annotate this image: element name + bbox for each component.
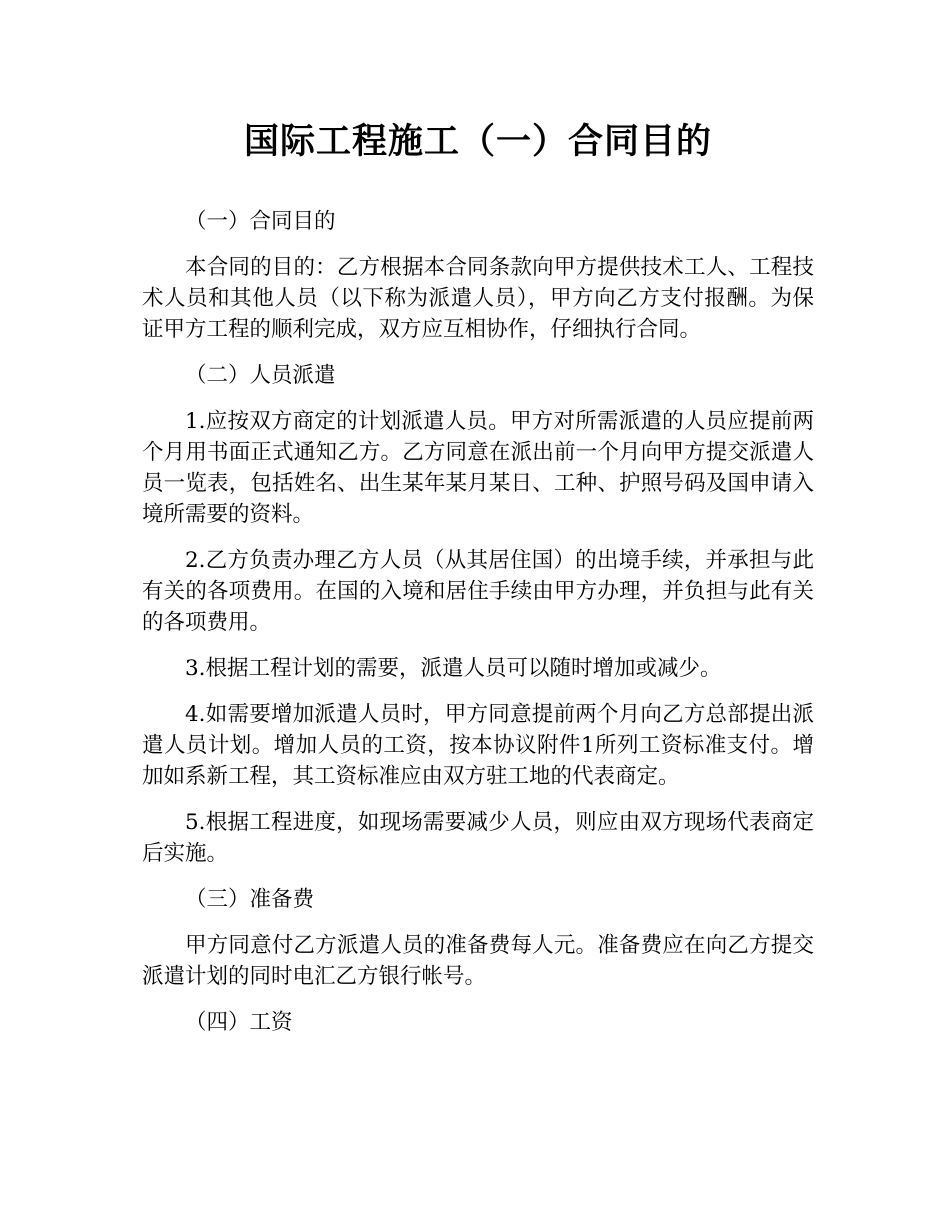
section-heading-contract-purpose: （一）合同目的	[185, 209, 336, 234]
paragraph-dispatch-item-4: 4.如需要增加派遣人员时，甲方同意提前两个月向乙方总部提出派遣人员计划。增加人员的工资，按本协议附件1所列工资标准支付。增加如系新工程，其工资标准应由双方驻工地的代表商定。	[142, 702, 814, 789]
paragraph-dispatch-item-1: 1.应按双方商定的计划派遣人员。甲方对所需派遣的人员应提前两个月用书面正式通知乙方。乙方同意在派出前一个月向甲方提交派遣人员一览表，包括姓名、出生某年某月某日、工种、护照号码及国申请入境所需要的资料。	[142, 409, 814, 527]
section-heading-preparation-fee: （三）准备费	[185, 887, 315, 912]
paragraph-contract-purpose: 本合同的目的：乙方根据本合同条款向甲方提供技术工人、工程技术人员和其他人员（以下称为派遣人员），甲方向乙方支付报酬。为保证甲方工程的顺利完成，双方应互相协作，仔细执行合同。	[142, 255, 814, 342]
paragraph-dispatch-item-3: 3.根据工程计划的需要，派遣人员可以随时增加或减少。	[185, 656, 722, 681]
paragraph-dispatch-item-5: 5.根据工程进度，如现场需要减少人员，则应由双方现场代表商定后实施。	[142, 810, 814, 866]
paragraph-preparation-fee: 甲方同意付乙方派遣人员的准备费每人元。准备费应在向乙方提交派遣计划的同时电汇乙方银行帐号。	[142, 933, 814, 989]
section-heading-personnel-dispatch: （二）人员派遣	[185, 363, 336, 388]
document-title: 国际工程施工（一）合同目的	[243, 122, 712, 162]
section-heading-wages: （四）工资	[185, 1010, 293, 1035]
paragraph-dispatch-item-2: 2.乙方负责办理乙方人员（从其居住国）的出境手续，并承担与此有关的各项费用。在国的入境和居住手续由甲方办理，并负担与此有关的各项费用。	[142, 548, 814, 635]
